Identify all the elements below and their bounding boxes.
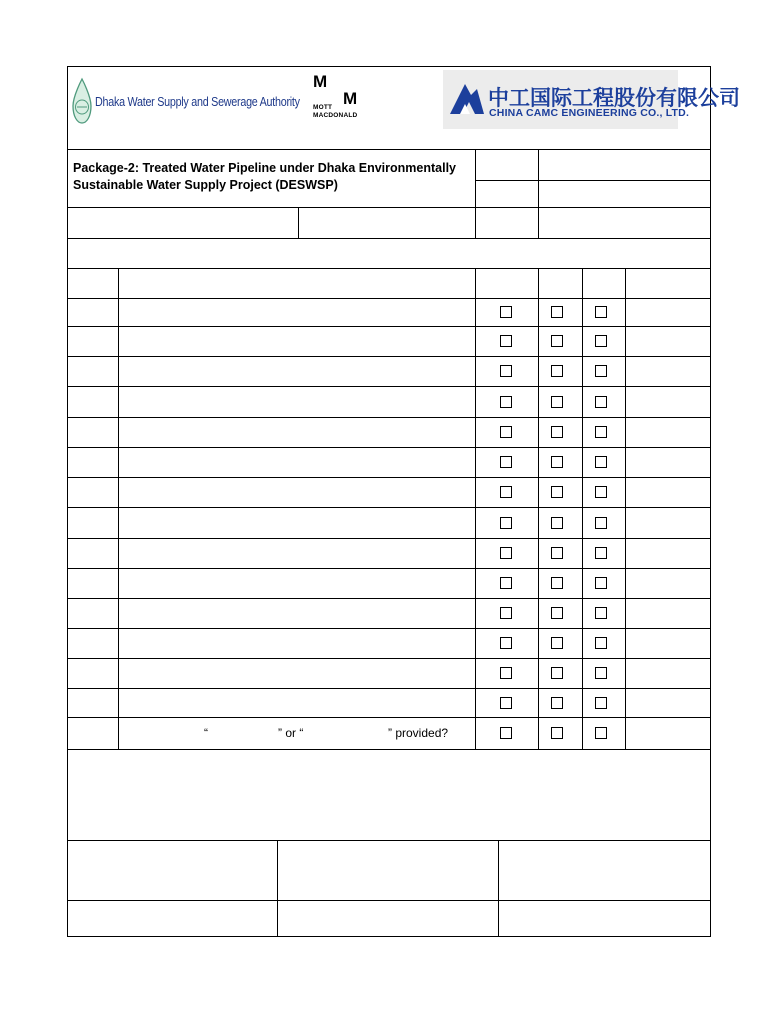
checkbox-na[interactable] <box>595 365 607 377</box>
checkbox-no[interactable] <box>551 697 563 709</box>
checkbox-yes[interactable] <box>500 697 512 709</box>
table-row-rule <box>67 507 711 508</box>
checkbox-na[interactable] <box>595 727 607 739</box>
checkbox-no[interactable] <box>551 396 563 408</box>
checkbox-na[interactable] <box>595 607 607 619</box>
checkbox-yes[interactable] <box>500 396 512 408</box>
info-col-divider <box>538 149 539 238</box>
camc-chinese-name: 中工国际工程股份有限公司 <box>488 87 740 110</box>
project-title-line-1: Package-2: Treated Water Pipeline under Dhaka Environmentally <box>73 161 456 175</box>
table-row-rule <box>67 749 711 750</box>
comments-divider <box>67 840 711 841</box>
checkbox-yes[interactable] <box>500 577 512 589</box>
checkbox-yes[interactable] <box>500 727 512 739</box>
info-col-divider <box>475 149 476 238</box>
checkbox-no[interactable] <box>551 667 563 679</box>
table-row-rule <box>67 628 711 629</box>
checkbox-na[interactable] <box>595 456 607 468</box>
checkbox-na[interactable] <box>595 547 607 559</box>
section-divider <box>67 238 711 239</box>
checkbox-yes[interactable] <box>500 547 512 559</box>
checkbox-yes[interactable] <box>500 426 512 438</box>
table-row-rule <box>67 538 711 539</box>
checkbox-na[interactable] <box>595 396 607 408</box>
signature-col-rule <box>498 840 499 937</box>
checkbox-na[interactable] <box>595 335 607 347</box>
table-row-rule <box>67 477 711 478</box>
checkbox-na[interactable] <box>595 306 607 318</box>
checkbox-na[interactable] <box>595 637 607 649</box>
checkbox-no[interactable] <box>551 456 563 468</box>
mott-m-top: M <box>313 72 328 91</box>
checkbox-no[interactable] <box>551 486 563 498</box>
table-row-rule <box>67 268 711 269</box>
checkbox-yes[interactable] <box>500 306 512 318</box>
question-quote-open: “ <box>204 726 208 740</box>
checkbox-na[interactable] <box>595 486 607 498</box>
checkbox-yes[interactable] <box>500 456 512 468</box>
checkbox-no[interactable] <box>551 607 563 619</box>
camc-english-name: CHINA CAMC ENGINEERING CO., LTD. <box>489 107 690 119</box>
remarks-col-rule <box>625 268 626 749</box>
item-no-col-rule <box>118 268 119 749</box>
header-divider <box>67 149 711 150</box>
checkbox-na[interactable] <box>595 697 607 709</box>
no-col-rule <box>538 268 539 749</box>
checkbox-yes[interactable] <box>500 667 512 679</box>
signature-divider <box>67 900 711 901</box>
checkbox-na[interactable] <box>595 426 607 438</box>
table-row-rule <box>67 658 711 659</box>
checkbox-no[interactable] <box>551 637 563 649</box>
info-col-divider <box>298 207 299 238</box>
question-provided: ” provided? <box>388 726 449 740</box>
table-row-rule <box>67 356 711 357</box>
table-row-rule <box>67 598 711 599</box>
checkbox-no[interactable] <box>551 426 563 438</box>
title-divider <box>67 207 711 208</box>
project-title-line-2: Sustainable Water Supply Project (DESWSP) <box>73 178 338 192</box>
table-row-rule <box>67 298 711 299</box>
mott-m-bottom: M <box>343 89 358 108</box>
na-col-rule <box>582 268 583 749</box>
info-cell-divider <box>475 180 711 181</box>
camc-mountain-icon <box>448 78 486 118</box>
checkbox-yes[interactable] <box>500 365 512 377</box>
project-title <box>73 160 473 194</box>
checkbox-no[interactable] <box>551 306 563 318</box>
checkbox-yes[interactable] <box>500 486 512 498</box>
checkbox-yes[interactable] <box>500 517 512 529</box>
table-row-rule <box>67 447 711 448</box>
checkbox-no[interactable] <box>551 547 563 559</box>
checkbox-no[interactable] <box>551 727 563 739</box>
checkbox-no[interactable] <box>551 517 563 529</box>
checkbox-no[interactable] <box>551 577 563 589</box>
checkbox-na[interactable] <box>595 577 607 589</box>
table-row-rule <box>67 417 711 418</box>
checkbox-yes[interactable] <box>500 637 512 649</box>
checkbox-na[interactable] <box>595 517 607 529</box>
signature-col-rule <box>277 840 278 937</box>
checkbox-no[interactable] <box>551 335 563 347</box>
table-row-rule <box>67 326 711 327</box>
checkbox-no[interactable] <box>551 365 563 377</box>
table-row-rule <box>67 688 711 689</box>
checkbox-yes[interactable] <box>500 607 512 619</box>
checkbox-na[interactable] <box>595 667 607 679</box>
macdonald-word: MACDONALD <box>313 112 358 119</box>
table-row-rule <box>67 568 711 569</box>
mott-word: MOTT <box>313 104 333 111</box>
question-quote-or: ” or “ <box>278 726 304 740</box>
checkbox-yes[interactable] <box>500 335 512 347</box>
table-row-rule <box>67 717 711 718</box>
table-row-rule <box>67 386 711 387</box>
yes-col-rule <box>475 268 476 749</box>
form-frame <box>67 66 711 937</box>
dwasa-name: Dhaka Water Supply and Sewerage Authority <box>95 95 300 109</box>
